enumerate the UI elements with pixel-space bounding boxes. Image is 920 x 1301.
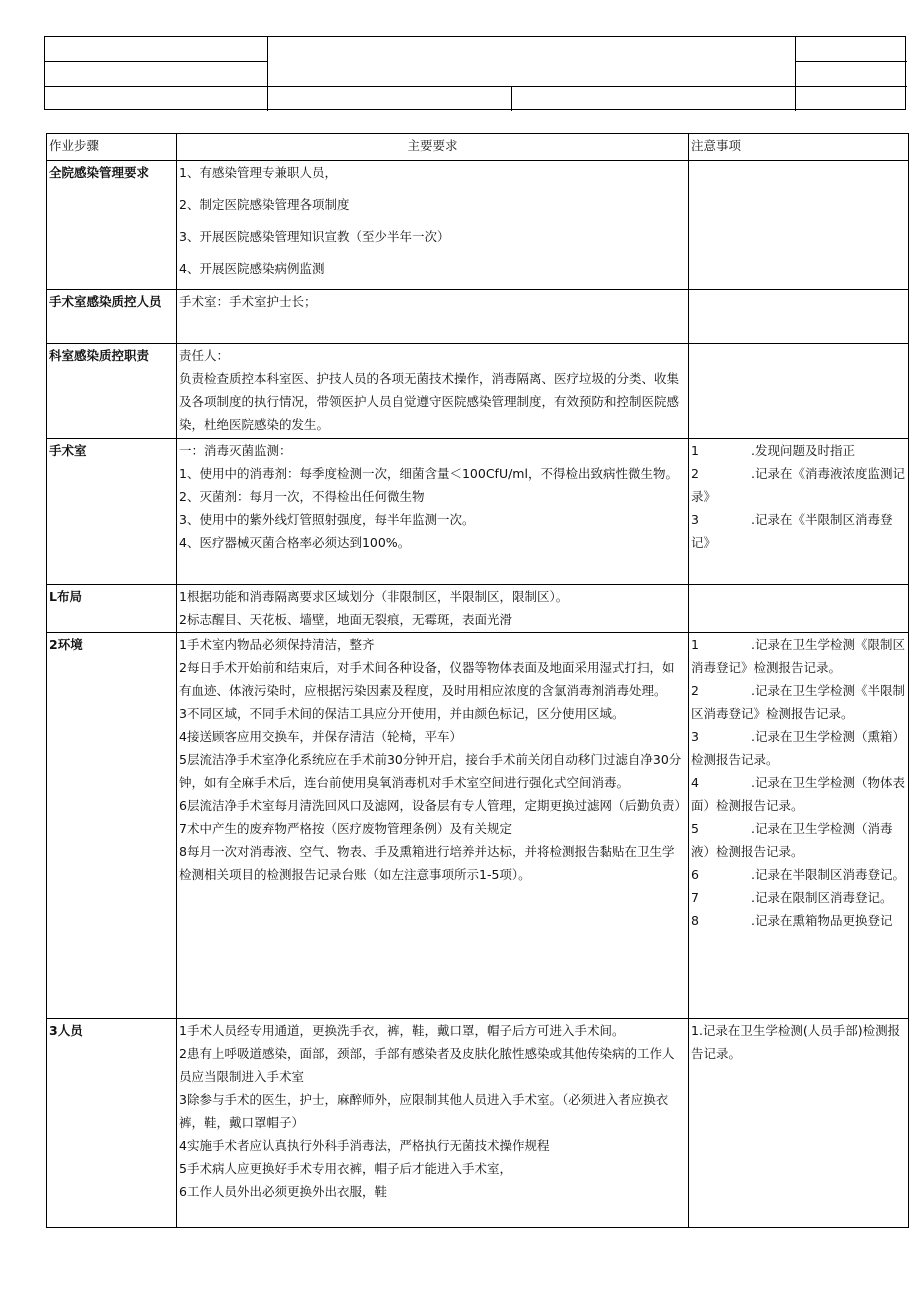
notes-cell (689, 290, 909, 344)
table-header-row (47, 134, 909, 161)
requirement-item: 1根据功能和消毒隔离要求区域划分（非限制区，半限制区，限制区）。 (179, 589, 569, 604)
note-item (691, 817, 906, 863)
table-row (47, 439, 909, 585)
document-header-grid (44, 36, 906, 110)
requirement-item: 2患有上呼吸道感染，面部，颈部，手部有感染者及皮肤化脓性感染或其他传染病的工作人员应当限制进入手术室 (179, 1046, 675, 1084)
notes-cell (689, 439, 909, 585)
requirement-item: 1、有感染管理专兼职人员， (179, 165, 337, 180)
requirement-item: 3、开展医院感染管理知识宣教（至少半年一次） (179, 229, 450, 244)
requirement-item: 4、开展医院感染病例监测 (179, 261, 325, 276)
col-header-requirement: 主要要求 (177, 134, 689, 161)
note-text: .记录在熏箱物品更换登记 (751, 913, 893, 928)
note-text: 1.记录在卫生学检测(人员手部)检测报告记录。 (691, 1023, 901, 1061)
table-row (47, 161, 909, 290)
col-header-notes: 注意事项 (689, 134, 909, 161)
notes-cell (689, 1019, 909, 1228)
requirement-item: 责任人： (179, 348, 230, 363)
note-number: 4 (691, 775, 699, 790)
note-number: 3 (691, 512, 699, 527)
notes-cell (689, 344, 909, 439)
step-cell: 科室感染质控职责 (47, 344, 177, 439)
note-item (691, 771, 906, 817)
requirement-item: 6层流洁净手术室每月清洗回风口及滤网，设备层有专人管理，定期更换过滤网（后勤负责） (179, 798, 687, 813)
col-header-step: 作业步骤 (47, 134, 177, 161)
requirement-cell (177, 290, 689, 344)
requirement-cell (177, 344, 689, 439)
table-row (47, 1019, 909, 1228)
requirement-item: 5手术病人应更换好手术专用衣裤，帽子后才能进入手术室， (179, 1161, 512, 1176)
requirement-item: 4实施手术者应认真执行外科手消毒法，严格执行无菌技术操作规程 (179, 1138, 550, 1153)
note-text: .记录在卫生学检测《限制区消毒登记》检测报告记录。 (691, 637, 905, 675)
requirement-item: 1手术人员经专用通道，更换洗手衣，裤，鞋，戴口罩，帽子后方可进入手术间。 (179, 1023, 625, 1038)
requirement-item: 2标志醒目、天花板、墙壁，地面无裂痕，无霉斑，表面光滑 (179, 612, 512, 627)
table-row (47, 585, 909, 633)
note-item (691, 886, 906, 909)
requirement-cell (177, 161, 689, 290)
note-item (691, 508, 906, 554)
note-number: 3 (691, 729, 699, 744)
note-number: 1 (691, 443, 699, 458)
note-number: 7 (691, 890, 699, 905)
step-cell: 手术室感染质控人员 (47, 290, 177, 344)
requirement-cell (177, 439, 689, 585)
requirement-cell (177, 1019, 689, 1228)
table-row (47, 344, 909, 439)
note-item (691, 725, 906, 771)
requirement-item: 1手术室内物品必须保持清洁，整齐 (179, 637, 375, 652)
requirement-item: 3不同区域，不同手术间的保洁工具应分开使用，并由颜色标记，区分使用区域。 (179, 706, 625, 721)
note-number: 5 (691, 821, 699, 836)
notes-cell (689, 161, 909, 290)
note-item (691, 462, 906, 508)
requirement-item: 1、使用中的消毒剂：每季度检测一次，细菌含量＜100CfU/ml，不得检出致病性微生物。 (179, 466, 678, 481)
note-item (691, 863, 906, 886)
requirement-cell (177, 633, 689, 1019)
note-item (691, 909, 906, 932)
note-number: 2 (691, 466, 699, 481)
step-cell: 全院感染管理要求 (47, 161, 177, 290)
requirement-item: 3除参与手术的医生，护士，麻醉师外，应限制其他人员进入手术室。（必须进入者应换衣裤，鞋，戴口罩帽子） (179, 1092, 669, 1130)
note-number: 8 (691, 913, 699, 928)
requirement-item: 负责检查质控本科室医、护技人员的各项无菌技术操作，消毒隔离、医疗垃圾的分类、收集及各项制度的执行情况，带领医护人员自觉遵守医院感染管理制度，有效预防和控制医院感染，杜绝医院感染的发生。 (179, 371, 680, 432)
note-item (691, 439, 906, 462)
requirement-item: 2、制定医院感染管理各项制度 (179, 197, 350, 212)
requirement-item: 5层流洁净手术室净化系统应在手术前30分钟开启，接台手术前关闭自动移门过滤自净30分钟，如有全麻手术后，连台前使用臭氧消毒机对手术室空间进行强化式空间消毒。 (179, 752, 682, 790)
requirement-item: 4接送顾客应用交换车，并保存清洁（轮椅，平车） (179, 729, 462, 744)
step-cell: L布局 (47, 585, 177, 633)
note-text: .记录在卫生学检测（熏箱）检测报告记录。 (691, 729, 905, 767)
note-text: .记录在限制区消毒登记。 (751, 890, 893, 905)
notes-cell (689, 585, 909, 633)
requirement-item: 6工作人员外出必须更换外出衣服，鞋 (179, 1184, 387, 1199)
step-cell: 3人员 (47, 1019, 177, 1228)
note-item (691, 633, 906, 679)
notes-cell (689, 633, 909, 1019)
requirement-item: 3、使用中的紫外线灯管照射强度，每半年监测一次。 (179, 512, 475, 527)
note-text: .记录在《半限制区消毒登记》 (691, 512, 893, 550)
note-text: .发现问题及时指正 (751, 443, 855, 458)
table-row (47, 633, 909, 1019)
note-number: 6 (691, 867, 699, 882)
note-number: 2 (691, 683, 699, 698)
requirement-cell (177, 585, 689, 633)
note-text: .记录在《消毒液浓度监测记录》 (691, 466, 905, 504)
requirement-item: 7术中产生的废弃物严格按（医疗废物管理条例）及有关规定 (179, 821, 512, 836)
step-cell: 手术室 (47, 439, 177, 585)
note-text: .记录在卫生学检测（物体表面）检测报告记录。 (691, 775, 905, 813)
procedure-table (46, 133, 909, 1228)
requirement-item: 4、医疗器械灭菌合格率必须达到100%。 (179, 535, 411, 550)
note-item (691, 679, 906, 725)
note-text: .记录在半限制区消毒登记。 (751, 867, 905, 882)
table-row (47, 290, 909, 344)
step-cell: 2环境 (47, 633, 177, 1019)
requirement-item: 2每日手术开始前和结束后，对手术间各种设备，仪器等物体表面及地面采用湿式打扫，如有血迹、体液污染时，应根据污染因素及程度，及时用相应浓度的含氯消毒剂消毒处理。 (179, 660, 675, 698)
note-item (691, 1019, 906, 1065)
requirement-item: 2、灭菌剂：每月一次，不得检出任何微生物 (179, 489, 425, 504)
requirement-item: 手术室：手术室护士长； (179, 294, 317, 309)
note-number: 1 (691, 637, 699, 652)
note-text: .记录在卫生学检测（消毒液）检测报告记录。 (691, 821, 893, 859)
note-text: .记录在卫生学检测《半限制区消毒登记》检测报告记录。 (691, 683, 905, 721)
requirement-item: 一：消毒灭菌监测： (179, 443, 292, 458)
requirement-item: 8每月一次对消毒液、空气、物表、手及熏箱进行培养并达标，并将检测报告黏贴在卫生学检测相关项目的检测报告记录台账（如左注意事项所示1-5项）。 (179, 844, 675, 882)
